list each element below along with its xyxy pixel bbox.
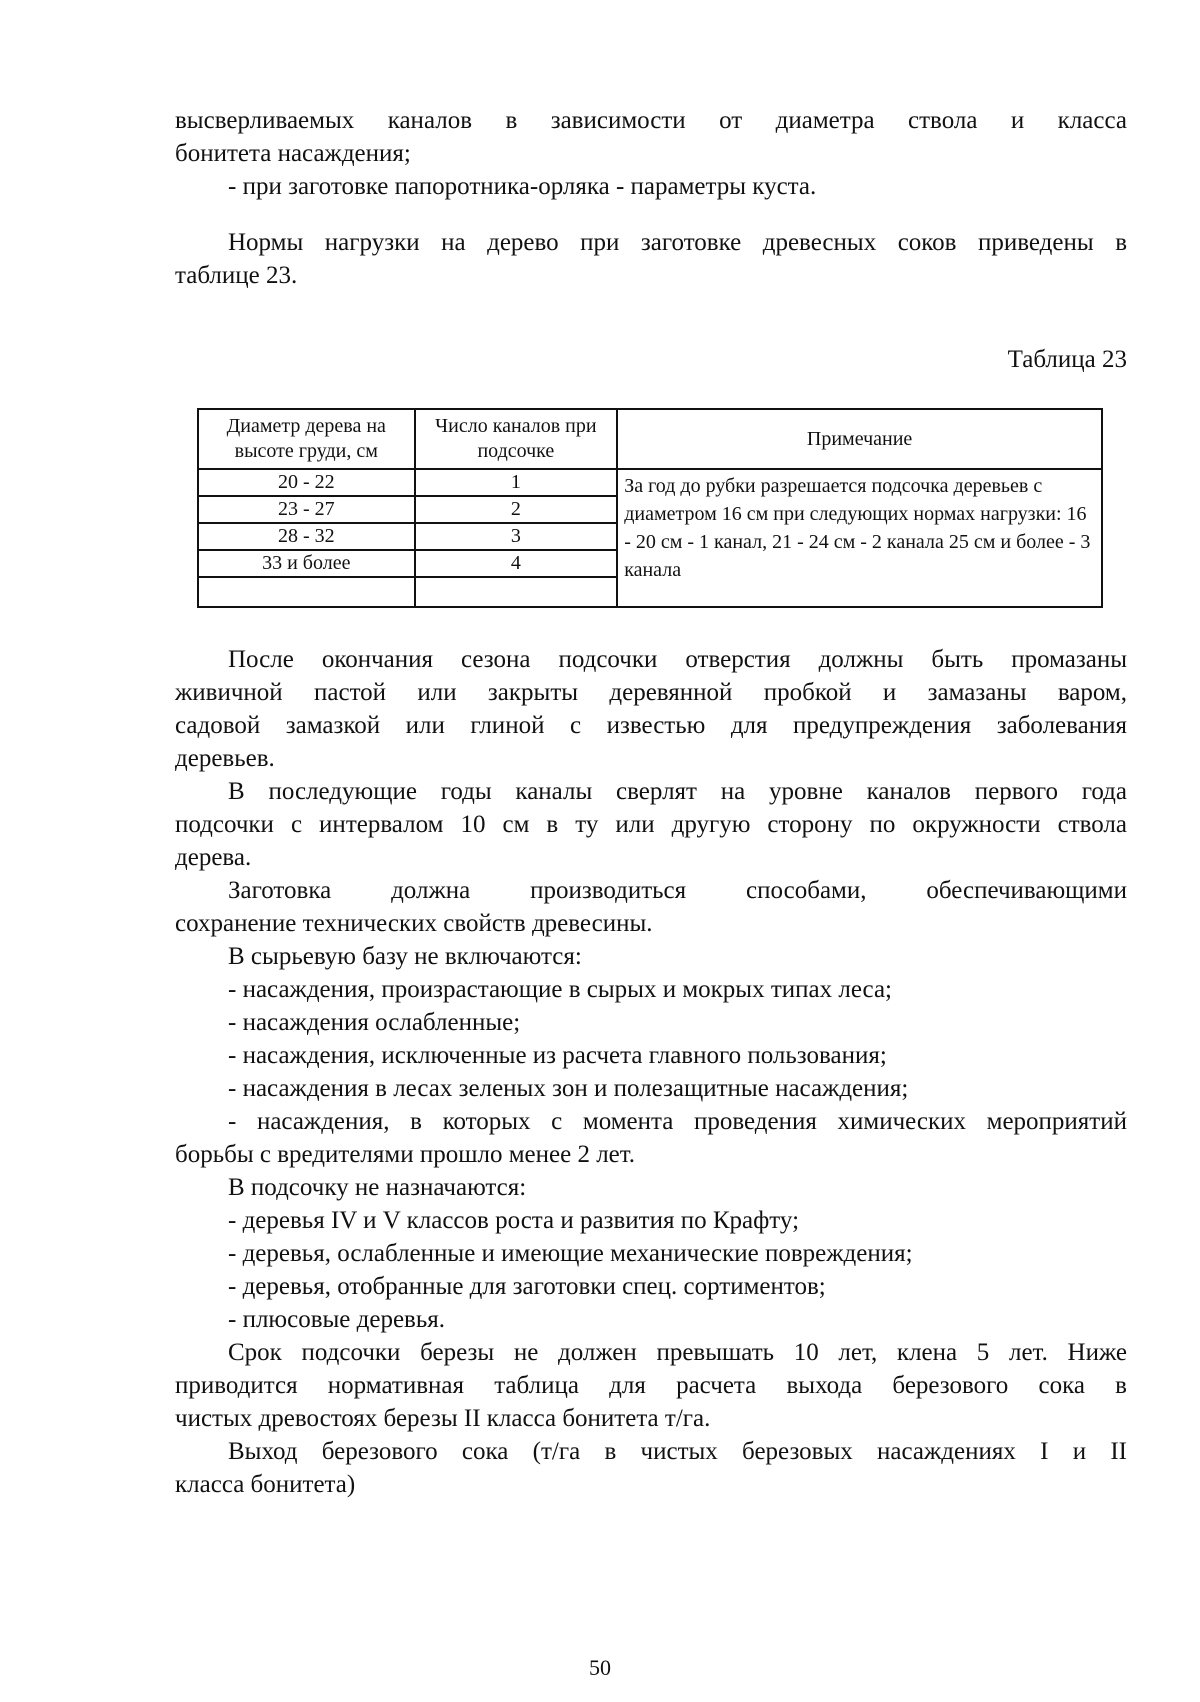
list-item: - насаждения, произрастающие в сырых и мокрых типах леса;	[228, 976, 893, 1003]
table-cell: 1	[415, 469, 618, 496]
table-cell: 20 - 22	[198, 469, 415, 496]
table-cell-empty	[415, 577, 618, 607]
text-line: бонитета насаждения;	[175, 140, 411, 167]
table-header-row	[198, 409, 1102, 469]
table-cell-empty	[198, 577, 415, 607]
text-line: чистых древостоях березы II класса бонитета т/га.	[175, 1405, 711, 1432]
page-number: 50	[589, 1655, 611, 1680]
list-heading: В подсочку не назначаются:	[228, 1174, 527, 1201]
text-line: Нормы нагрузки на дерево при заготовке древесных соков приведены в	[228, 229, 1127, 256]
text-line: В последующие годы каналы сверлят на уровне каналов первого года	[228, 778, 1127, 805]
list-item: - при заготовке папоротника-орляка - параметры куста.	[228, 173, 817, 200]
text-line: дерева.	[175, 844, 252, 871]
text-line: После окончания сезона подсочки отверстия должны быть промазаны	[228, 646, 1127, 673]
text-line: таблице 23.	[175, 262, 298, 289]
text-line: деревьев.	[175, 745, 275, 772]
section-title: класса бонитета)	[175, 1471, 356, 1498]
text-line: подсочки с интервалом 10 см в ту или другую сторону по окружности ствола	[175, 811, 1127, 838]
load-norms-table	[197, 408, 1103, 608]
text-line: садовой замазкой или глиной с известью для предупреждения заболевания	[175, 712, 1127, 739]
text-line: Срок подсочки березы не должен превышать 10 лет, клена 5 лет. Ниже	[228, 1339, 1127, 1366]
list-item: - насаждения ослабленные;	[228, 1009, 521, 1036]
list-item: - деревья, ослабленные и имеющие механические повреждения;	[228, 1240, 913, 1267]
text-line: живичной пастой или закрыты деревянной пробкой и замазаны варом,	[175, 679, 1127, 706]
list-item: - насаждения, в которых с момента проведения химических мероприятий	[228, 1108, 1127, 1135]
table-note: За год до рубки разрешается подсочка деревьев с диаметром 16 см при следующих нормах нагрузки: 16 - 20 см - 1 канал, 21 - 24 см - 2 канала 25 см и более - 3 канала	[617, 469, 1102, 607]
list-item: - насаждения в лесах зеленых зон и полезащитные насаждения;	[228, 1075, 909, 1102]
column-header: Число каналов при подсочке	[415, 409, 618, 469]
text-line: Заготовка должна производиться способами, обеспечивающими	[228, 877, 1127, 904]
list-item: - деревья IV и V классов роста и развития по Крафту;	[228, 1207, 800, 1234]
table-cell: 23 - 27	[198, 496, 415, 523]
table-cell: 3	[415, 523, 618, 550]
table-cell: 2	[415, 496, 618, 523]
text-line: борьбы с вредителями прошло менее 2 лет.	[175, 1141, 636, 1168]
table-cell: 33 и более	[198, 550, 415, 577]
table-cell: 4	[415, 550, 618, 577]
text-line: высверливаемых каналов в зависимости от диаметра ствола и класса	[175, 107, 1127, 134]
text-line: приводится нормативная таблица для расчета выхода березового сока в	[175, 1372, 1127, 1399]
table-cell: 28 - 32	[198, 523, 415, 550]
list-heading: В сырьевую базу не включаются:	[228, 943, 582, 970]
column-header: Диаметр дерева на высоте груди, см	[198, 409, 415, 469]
section-title: Выход березового сока (т/га в чистых березовых насаждениях I и II	[228, 1438, 1127, 1465]
list-item: - насаждения, исключенные из расчета главного пользования;	[228, 1042, 887, 1069]
table-caption: Таблица 23	[1007, 346, 1127, 373]
text-line: сохранение технических свойств древесины.	[175, 910, 653, 937]
column-header: Примечание	[617, 409, 1102, 469]
list-item: - деревья, отобранные для заготовки спец. сортиментов;	[228, 1273, 826, 1300]
table-row	[198, 469, 1102, 496]
list-item: - плюсовые деревья.	[228, 1306, 446, 1333]
